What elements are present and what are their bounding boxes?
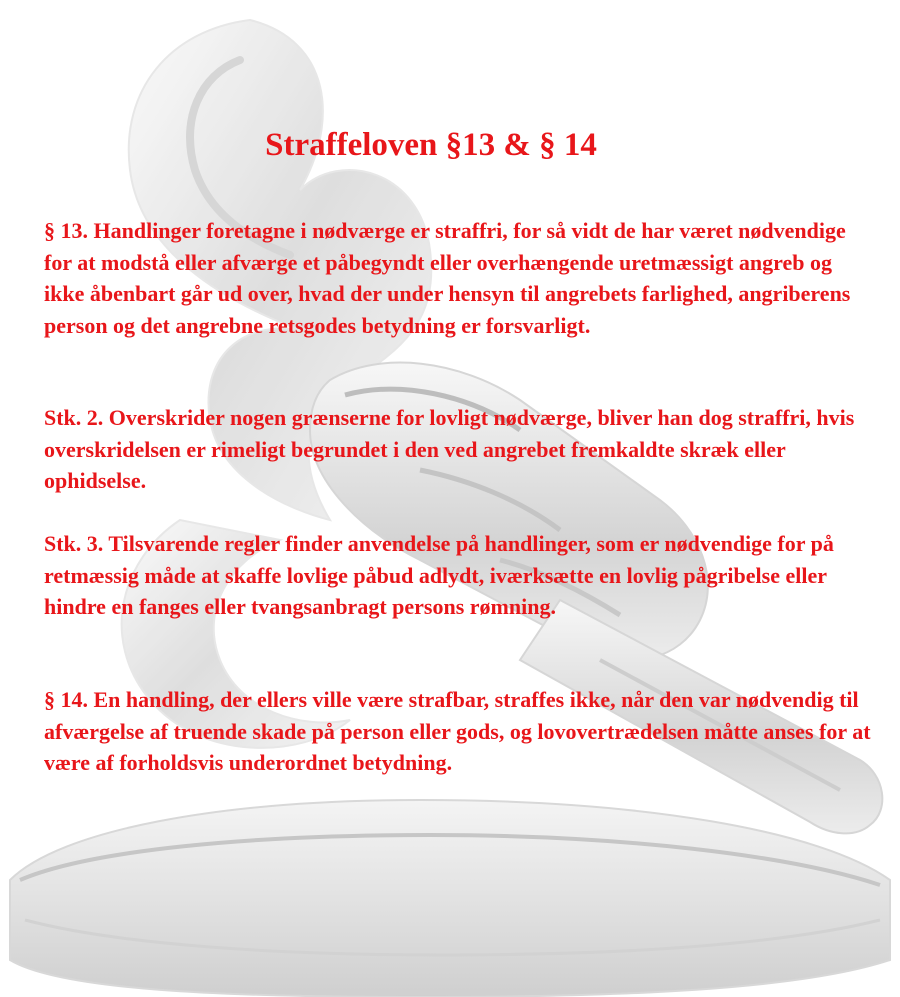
- paragraph-13: § 13. Handlinger foretagne i nødværge er straffri, for så vidt de har været nødvendige for at modstå eller afværge et påbegyndt eller overhængende uretmæssigt angreb og ikke åbenbart går ud over, hvad der under hensyn til angrebets farlighed, angriberens person og det angrebne retsgodes betydning er forsvarligt.: [44, 218, 851, 338]
- paragraph-14: § 14. En handling, der ellers ville være strafbar, straffes ikke, når den var nødvendig til afværgelse af truende skade på person eller gods, og lovovertrædelsen måtte anses for at være af forholdsvis underordnet betydning.: [44, 687, 871, 775]
- paragraph-stk-3: Stk. 3. Tilsvarende regler finder anvendelse på handlinger, som er nødvendige for på retmæssig måde at skaffe lovlige påbud adlydt, iværksætte en lovlig pågribelse eller hindre en fanges eller tvangsanbragt persons rømning.: [44, 531, 834, 619]
- paragraph-stk-2: Stk. 2. Overskrider nogen grænserne for lovligt nødværge, bliver han dog straffri, hvis overskridelsen er rimeligt begrundet i den ved angrebet fremkaldte skræk eller ophidselse.: [44, 405, 855, 493]
- page-title: Straffeloven §13 & § 14: [265, 127, 597, 163]
